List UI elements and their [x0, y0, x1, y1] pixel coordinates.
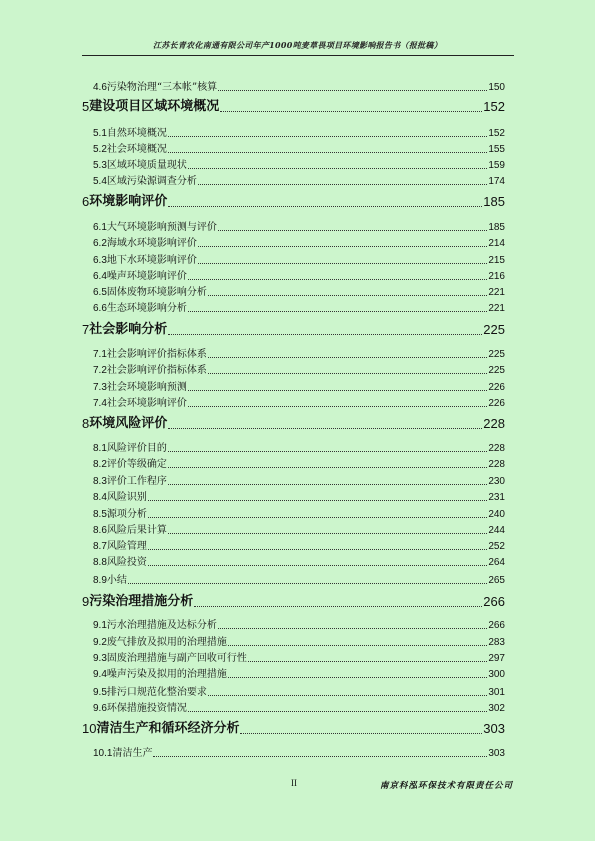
toc-chapter-entry[interactable]	[82, 191, 505, 209]
toc-leader-dots	[188, 167, 487, 169]
toc-section-entry[interactable]	[93, 634, 505, 648]
toc-section-entry[interactable]	[93, 346, 505, 360]
toc-entry-number: 6	[82, 194, 90, 209]
toc-entry-number: 8.7	[93, 541, 107, 552]
toc-entry-number: 7.4	[93, 398, 107, 409]
toc-leader-dots	[148, 564, 487, 566]
toc-entry-title: 社会影响评价指标体系	[106, 349, 207, 360]
toc-entry-number: 9	[82, 594, 90, 609]
toc-entry-page: 265	[488, 575, 505, 586]
toc-leader-dots	[218, 627, 487, 629]
toc-entry-number: 9.2	[93, 637, 107, 648]
toc-entry-title: 地下水环境影响评价	[106, 255, 197, 266]
toc-entry-title: 建设项目区域环境概况	[89, 98, 220, 113]
toc-entry-title: 噪声环境影响评价	[106, 271, 187, 282]
toc-entry-number: 8.1	[93, 443, 107, 454]
toc-section-entry[interactable]	[93, 79, 505, 93]
toc-entry-page: 150	[488, 82, 505, 93]
toc-entry-number: 8.9	[93, 575, 107, 586]
toc-entry-number: 7.2	[93, 365, 107, 376]
toc-leader-dots	[198, 183, 487, 185]
toc-section-entry[interactable]	[93, 395, 505, 409]
toc-entry-number: 8.8	[93, 557, 107, 568]
toc-section-entry[interactable]	[93, 141, 505, 155]
toc-entry-title: 污染治理措施分析	[89, 593, 194, 608]
toc-entry-title: 污染物治理“三本帐”核算	[106, 82, 218, 93]
toc-leader-dots	[168, 450, 487, 452]
toc-section-entry[interactable]	[93, 456, 505, 470]
toc-entry-number: 9.1	[93, 620, 107, 631]
toc-leader-dots	[148, 516, 487, 518]
toc-entry-page: 228	[483, 416, 505, 431]
toc-section-entry[interactable]	[93, 252, 505, 266]
toc-entry-number: 4.6	[93, 82, 107, 93]
toc-leader-dots	[128, 582, 487, 584]
toc-entry-page: 244	[488, 525, 505, 536]
toc-section-entry[interactable]	[93, 650, 505, 664]
toc-entry-title: 排污口规范化整治要求	[106, 687, 207, 698]
toc-entry-page: 283	[488, 637, 505, 648]
toc-entry-title: 小结	[106, 575, 127, 586]
toc-entry-number: 6.4	[93, 271, 107, 282]
toc-leader-dots	[168, 427, 482, 429]
toc-section-entry[interactable]	[93, 300, 505, 314]
toc-entry-title: 社会影响评价指标体系	[106, 365, 207, 376]
toc-leader-dots	[148, 548, 487, 550]
toc-entry-number: 8	[82, 416, 90, 431]
toc-leader-dots	[194, 605, 482, 607]
toc-section-entry[interactable]	[93, 666, 505, 680]
toc-leader-dots	[218, 229, 487, 231]
toc-entry-title: 源项分析	[106, 509, 147, 520]
toc-chapter-entry[interactable]	[82, 591, 505, 609]
toc-entry-page: 152	[488, 128, 505, 139]
toc-entry-number: 6.3	[93, 255, 107, 266]
toc-leader-dots	[168, 483, 487, 485]
toc-entry-title: 风险后果计算	[106, 525, 167, 536]
toc-entry-title: 废气排放及拟用的治理措施	[106, 637, 227, 648]
toc-entry-page: 301	[488, 687, 505, 698]
toc-leader-dots	[240, 732, 482, 734]
toc-section-entry[interactable]	[93, 554, 505, 568]
toc-entry-title: 环保措施投资情况	[106, 703, 187, 714]
toc-entry-title: 自然环境概况	[106, 128, 167, 139]
toc-entry-number: 5	[82, 99, 90, 114]
toc-entry-page: 226	[488, 382, 505, 393]
toc-leader-dots	[148, 499, 487, 501]
toc-chapter-entry[interactable]	[82, 96, 505, 114]
footer-page-number: II	[291, 778, 297, 788]
toc-section-entry[interactable]	[93, 684, 505, 698]
toc-entry-page: 152	[483, 99, 505, 114]
toc-section-entry[interactable]	[93, 157, 505, 171]
toc-section-entry[interactable]	[93, 125, 505, 139]
toc-entry-title: 社会环境概况	[106, 144, 167, 155]
toc-section-entry[interactable]	[93, 379, 505, 393]
toc-entry-page: 228	[488, 443, 505, 454]
toc-entry-title: 大气环境影响预测与评价	[106, 222, 217, 233]
toc-entry-title: 区域环境质量现状	[106, 160, 187, 171]
toc-leader-dots	[188, 278, 487, 280]
toc-entry-title: 环境影响评价	[89, 193, 168, 208]
toc-leader-dots	[228, 676, 487, 678]
toc-entry-page: 221	[488, 287, 505, 298]
toc-entry-number: 9.5	[93, 687, 107, 698]
toc-entry-page: 297	[488, 653, 505, 664]
toc-entry-number: 5.2	[93, 144, 107, 155]
toc-entry-title: 污水治理措施及达标分析	[106, 620, 217, 631]
toc-entry-number: 5.3	[93, 160, 107, 171]
toc-leader-dots	[168, 333, 482, 335]
toc-entry-title: 清洁生产	[112, 748, 153, 759]
toc-leader-dots	[168, 135, 487, 137]
toc-entry-page: 225	[488, 365, 505, 376]
toc-entry-number: 8.4	[93, 492, 107, 503]
toc-section-entry[interactable]	[93, 522, 505, 536]
toc-leader-dots	[188, 310, 487, 312]
toc-entry-number: 6.5	[93, 287, 107, 298]
toc-entry-page: 302	[488, 703, 505, 714]
toc-entry-number: 7.1	[93, 349, 107, 360]
toc-entry-number: 8.3	[93, 476, 107, 487]
toc-leader-dots	[220, 110, 482, 112]
running-header: 江苏长青农化南通有限公司年产1000吨麦草畏项目环境影响报告书（报批稿）	[152, 40, 443, 50]
toc-entry-title: 区域污染源调查分析	[106, 176, 197, 187]
toc-entry-page: 214	[488, 238, 505, 249]
toc-leader-dots	[208, 372, 487, 374]
toc-leader-dots	[248, 660, 487, 662]
toc-entry-title: 社会环境影响评价	[106, 398, 187, 409]
toc-leader-dots	[168, 205, 482, 207]
toc-section-entry[interactable]	[93, 506, 505, 520]
toc-leader-dots	[168, 151, 487, 153]
toc-section-entry[interactable]	[93, 489, 505, 503]
toc-leader-dots	[198, 245, 487, 247]
toc-entry-page: 155	[488, 144, 505, 155]
toc-entry-page: 185	[483, 194, 505, 209]
toc-entry-number: 8.2	[93, 459, 107, 470]
toc-section-entry[interactable]	[93, 538, 505, 552]
toc-entry-number: 9.3	[93, 653, 107, 664]
toc-entry-title: 风险投资	[106, 557, 147, 568]
toc-leader-dots	[188, 405, 487, 407]
toc-entry-page: 303	[488, 748, 505, 759]
toc-entry-page: 226	[488, 398, 505, 409]
toc-leader-dots	[198, 262, 487, 264]
toc-section-entry[interactable]	[93, 173, 505, 187]
toc-entry-title: 海域水环境影响评价	[106, 238, 197, 249]
toc-leader-dots	[208, 294, 487, 296]
toc-entry-page: 225	[488, 349, 505, 360]
toc-entry-number: 10	[82, 721, 97, 736]
toc-leader-dots	[218, 89, 487, 91]
toc-chapter-entry[interactable]	[82, 319, 505, 337]
toc-entry-number: 6.1	[93, 222, 107, 233]
toc-entry-number: 10.1	[93, 748, 113, 759]
toc-entry-number: 6.2	[93, 238, 107, 249]
toc-section-entry[interactable]	[93, 284, 505, 298]
toc-entry-number: 7.3	[93, 382, 107, 393]
toc-entry-page: 266	[483, 594, 505, 609]
toc-entry-page: 300	[488, 669, 505, 680]
toc-leader-dots	[208, 694, 487, 696]
toc-entry-number: 8.5	[93, 509, 107, 520]
toc-chapter-entry[interactable]	[82, 718, 505, 736]
toc-entry-page: 231	[488, 492, 505, 503]
toc-section-entry[interactable]	[93, 268, 505, 282]
toc-entry-page: 174	[488, 176, 505, 187]
toc-entry-number: 7	[82, 322, 90, 337]
toc-section-entry[interactable]	[93, 700, 505, 714]
toc-entry-title: 风险识别	[106, 492, 147, 503]
toc-entry-number: 9.4	[93, 669, 107, 680]
toc-leader-dots	[208, 356, 487, 358]
footer-company-name: 南京科泓环保技术有限责任公司	[379, 781, 513, 791]
toc-section-entry[interactable]	[93, 219, 505, 233]
toc-leader-dots	[153, 755, 487, 757]
toc-entry-page: 252	[488, 541, 505, 552]
toc-entry-page: 185	[488, 222, 505, 233]
toc-leader-dots	[188, 389, 487, 391]
toc-entry-title: 清洁生产和循环经济分析	[96, 720, 240, 735]
toc-entry-title: 社会环境影响预测	[106, 382, 187, 393]
toc-entry-page: 266	[488, 620, 505, 631]
toc-entry-page: 215	[488, 255, 505, 266]
toc-entry-page: 159	[488, 160, 505, 171]
toc-section-entry[interactable]	[93, 572, 505, 586]
toc-section-entry[interactable]	[93, 362, 505, 376]
toc-entry-title: 评价等级确定	[106, 459, 167, 470]
toc-section-entry[interactable]	[93, 617, 505, 631]
toc-section-entry[interactable]	[93, 745, 505, 759]
toc-entry-page: 225	[483, 322, 505, 337]
toc-entry-title: 风险管理	[106, 541, 147, 552]
toc-leader-dots	[228, 644, 487, 646]
toc-entry-page: 303	[483, 721, 505, 736]
toc-leader-dots	[168, 466, 487, 468]
toc-leader-dots	[168, 532, 487, 534]
toc-entry-title: 环境风险评价	[89, 415, 168, 430]
toc-entry-page: 264	[488, 557, 505, 568]
toc-entry-page: 230	[488, 476, 505, 487]
toc-section-entry[interactable]	[93, 440, 505, 454]
toc-entry-page: 216	[488, 271, 505, 282]
toc-entry-number: 5.4	[93, 176, 107, 187]
toc-entry-number: 8.6	[93, 525, 107, 536]
toc-leader-dots	[188, 710, 487, 712]
toc-entry-title: 社会影响分析	[89, 321, 168, 336]
toc-entry-title: 评价工作程序	[106, 476, 167, 487]
toc-section-entry[interactable]	[93, 235, 505, 249]
toc-entry-title: 噪声污染及拟用的治理措施	[106, 669, 227, 680]
toc-entry-page: 228	[488, 459, 505, 470]
toc-entry-page: 240	[488, 509, 505, 520]
toc-entry-title: 风险评价目的	[106, 443, 167, 454]
toc-entry-number: 6.6	[93, 303, 107, 314]
toc-entry-title: 固废治理措施与副产回收可行性	[106, 653, 247, 664]
toc-entry-number: 5.1	[93, 128, 107, 139]
toc-entry-title: 生态环境影响分析	[106, 303, 187, 314]
toc-chapter-entry[interactable]	[82, 413, 505, 431]
toc-entry-title: 固体废物环境影响分析	[106, 287, 207, 298]
toc-section-entry[interactable]	[93, 473, 505, 487]
toc-entry-page: 221	[488, 303, 505, 314]
toc-entry-number: 9.6	[93, 703, 107, 714]
